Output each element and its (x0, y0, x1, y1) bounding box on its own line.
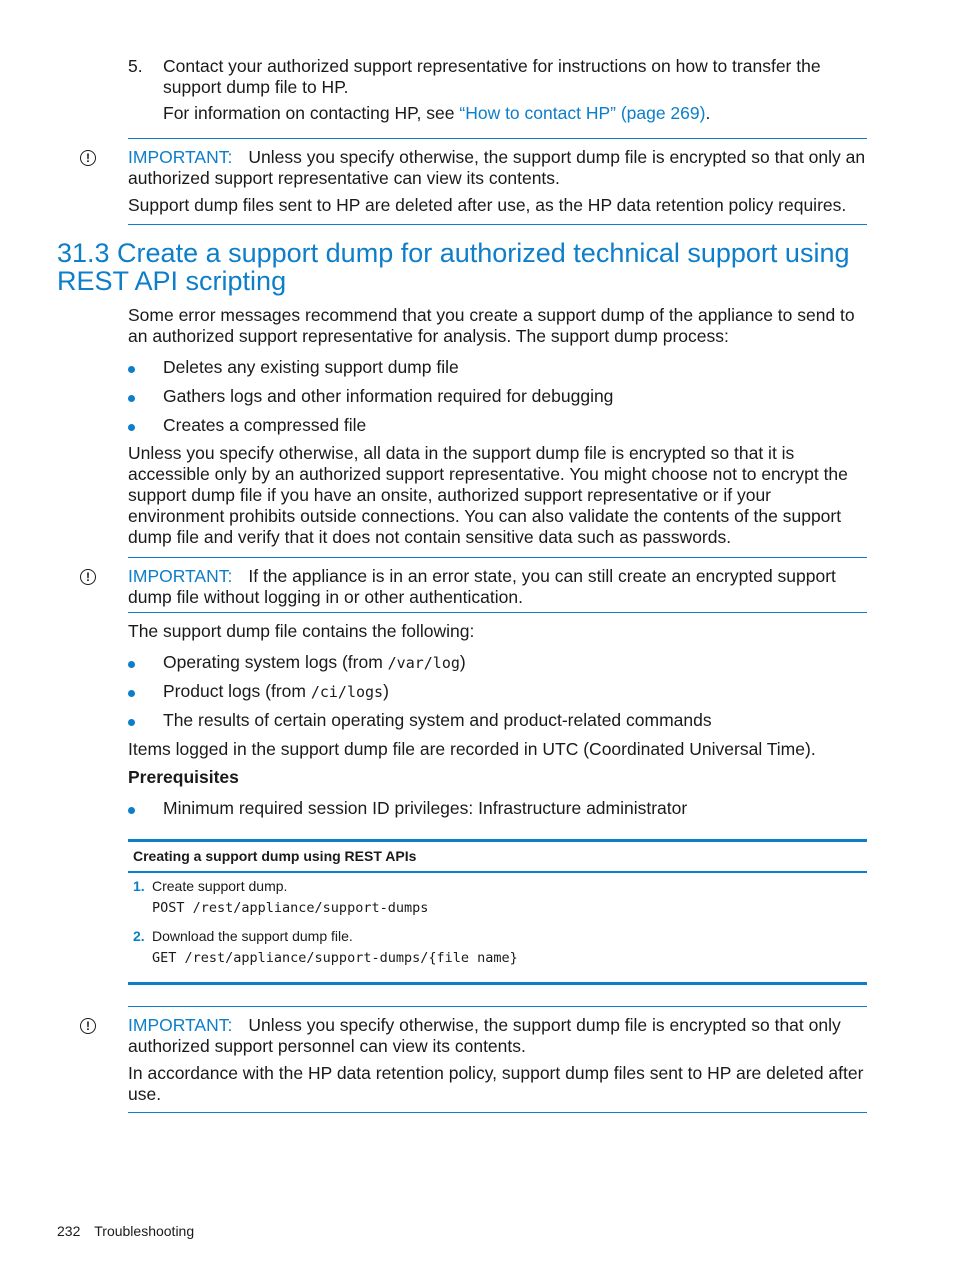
divider (128, 1006, 867, 1007)
item-suffix: ) (459, 652, 466, 672)
divider (128, 612, 867, 613)
important-icon: ! (80, 150, 96, 166)
utc-note: Items logged in the support dump file are recorded in UTC (Coordinated Universal Time). (128, 739, 816, 759)
item-text: Product logs (from (163, 681, 311, 701)
footer (57, 1223, 194, 1239)
list-item: Creates a compressed file (163, 415, 367, 435)
page-number: 232 (57, 1223, 81, 1239)
important-text-2: Support dump files sent to HP are deleted after use, as the HP data retention policy requires. (128, 195, 847, 215)
important-note (128, 566, 867, 608)
list-item (163, 710, 712, 731)
divider (128, 224, 867, 225)
important-note (128, 1015, 867, 1057)
important-label: IMPORTANT: (128, 147, 233, 167)
contact-suffix: . (705, 103, 711, 123)
important-label: IMPORTANT: (128, 566, 233, 586)
step-text: Contact your authorized support representative for instructions on how to transfer the support dump file to HP. (163, 56, 821, 97)
bullet-icon (128, 424, 135, 431)
important-text: Unless you specify otherwise, the support dump file is encrypted so that only an authorized support representative can view its contents. (128, 147, 866, 188)
important-icon: ! (80, 1018, 96, 1034)
important-text: Unless you specify otherwise, the support dump file is encrypted so that only authorized support personnel can view its contents. (128, 1015, 841, 1056)
item-code: /ci/logs (310, 683, 384, 701)
bullet-icon (128, 690, 135, 697)
list-item (163, 681, 389, 703)
important-note (128, 147, 867, 189)
section-title: 31.3 Create a support dump for authorized technical support using REST API scripting (57, 238, 850, 296)
footer-section: Troubleshooting (94, 1223, 195, 1239)
important-text: If the appliance is in an error state, you can still create an encrypted support dump file without logging in or other authentication. (128, 566, 836, 607)
important-text-2: In accordance with the HP data retention policy, support dump files sent to HP are deleted after use. (128, 1063, 864, 1104)
list-item: Gathers logs and other information required for debugging (163, 386, 614, 406)
procedure-step-code: GET /rest/appliance/support-dumps/{file name} (152, 950, 518, 966)
bullet-icon (128, 395, 135, 402)
bullet-icon (128, 366, 135, 373)
item-text: The results of certain operating system and product-related commands (163, 710, 712, 730)
step-number: 5. (128, 56, 143, 76)
procedure-step-number: 2. (133, 928, 145, 944)
item-suffix: ) (383, 681, 389, 701)
contents-intro: The support dump file contains the following: (128, 621, 475, 641)
encryption-paragraph: Unless you specify otherwise, all data in the support dump file is encrypted so that it is accessible only by an authorized support representative. You might choose not to encrypt the support dump file if you have an onsite, authorized support representative or if your environment prohibits outside connections. You can also validate the contents of the support dump file and verify that it does not contain sensitive data such as passwords. (128, 443, 848, 547)
divider (128, 138, 867, 139)
list-item: Deletes any existing support dump file (163, 357, 459, 377)
procedure-header-rule (128, 871, 867, 873)
procedure-bottom-rule (128, 982, 867, 985)
bullet-icon (128, 807, 135, 814)
section-intro: Some error messages recommend that you create a support dump of the appliance to send to an authorized support representative for analysis. The support dump process: (128, 305, 855, 346)
bullet-icon (128, 719, 135, 726)
procedure-top-rule (128, 839, 867, 842)
bullet-icon (128, 661, 135, 668)
procedure-step-text: Download the support dump file. (152, 928, 353, 944)
item-code: /var/log (387, 654, 460, 672)
contact-line (163, 103, 868, 124)
procedure-step-text: Create support dump. (152, 878, 288, 894)
important-icon: ! (80, 569, 96, 585)
divider (128, 1112, 867, 1113)
prerequisites-heading: Prerequisites (128, 767, 239, 787)
item-text: Operating system logs (from (163, 652, 388, 672)
procedure-title: Creating a support dump using REST APIs (133, 848, 417, 864)
procedure-step-number: 1. (133, 878, 145, 894)
list-item (163, 652, 466, 674)
important-label: IMPORTANT: (128, 1015, 233, 1035)
contact-prefix: For information on contacting HP, see (163, 103, 460, 123)
divider (128, 557, 867, 558)
list-item: Minimum required session ID privileges: Infrastructure administrator (163, 798, 688, 818)
contact-link[interactable]: “How to contact HP” (page 269) (459, 103, 706, 123)
procedure-step-code: POST /rest/appliance/support-dumps (152, 900, 429, 916)
